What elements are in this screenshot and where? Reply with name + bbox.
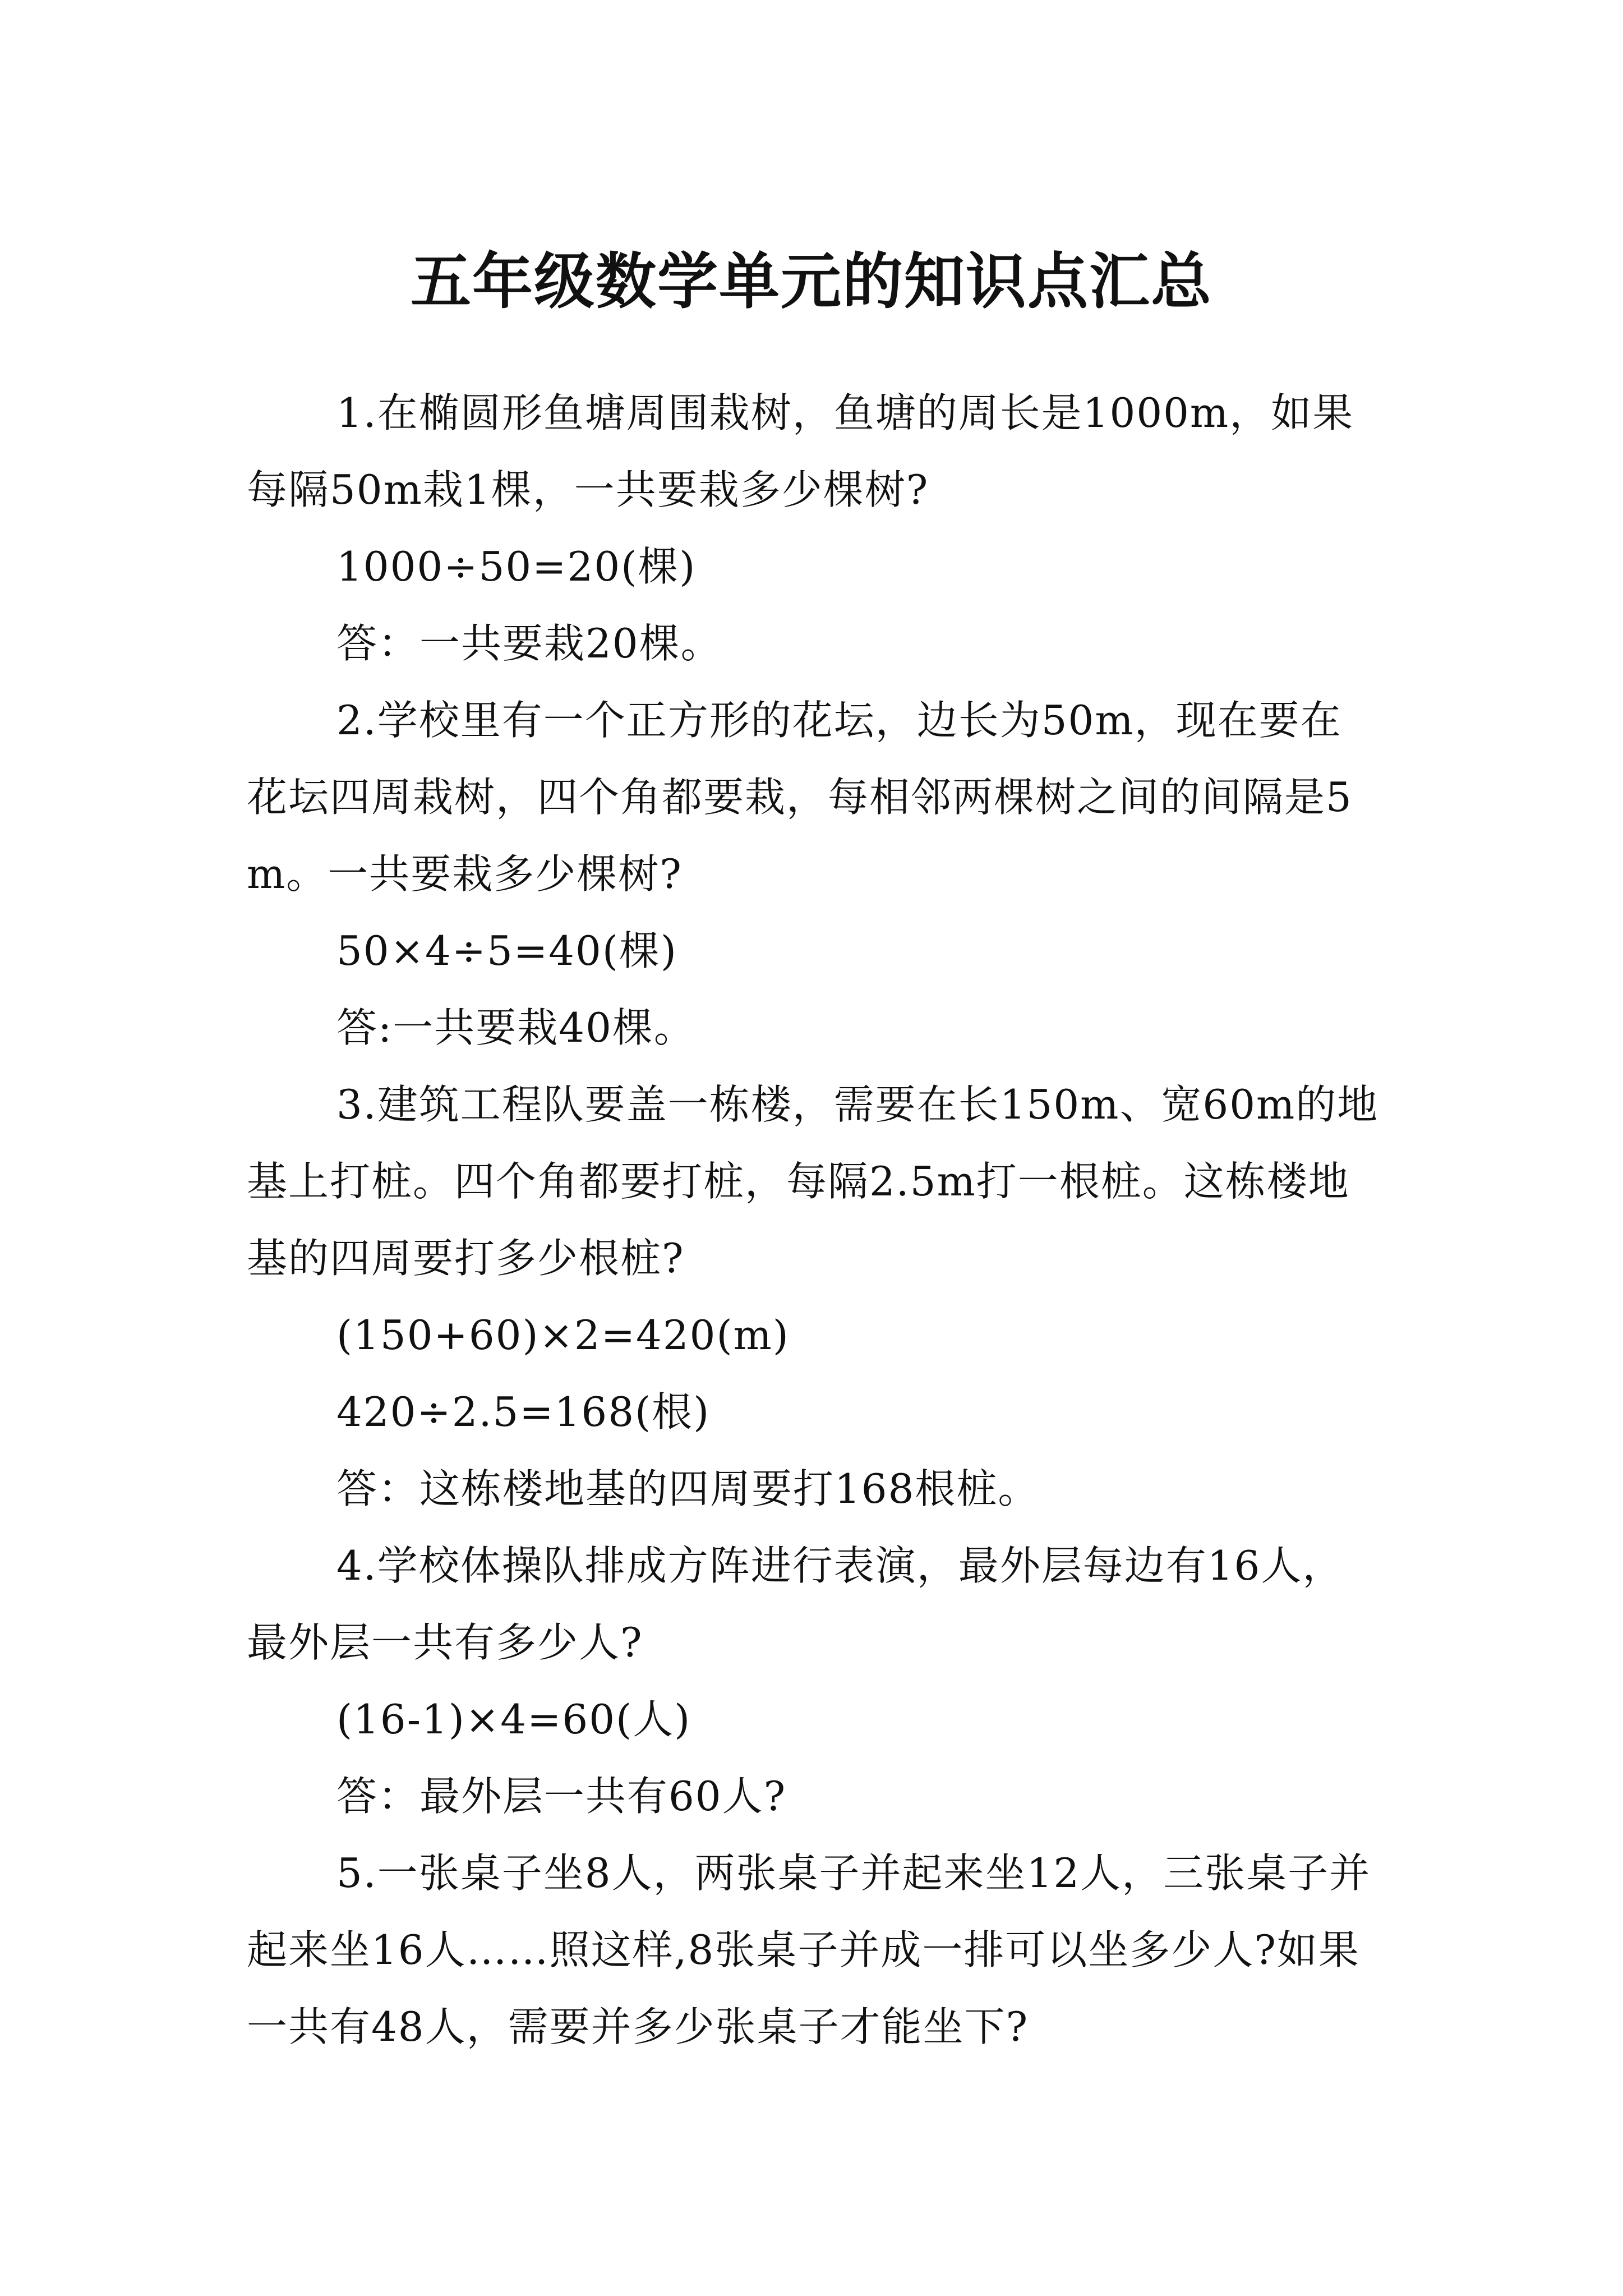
document-title: 五年级数学单元的知识点汇总 bbox=[410, 246, 1212, 318]
calculation-4: (16-1)×4=60(人) bbox=[336, 1696, 691, 1743]
question-3: 3.建筑工程队要盖一栋楼，需要在长150m、宽60m的地基上打桩。四个角都要打桩，每隔2.5m打一根桩。这栋楼地基的四周要打多少根桩? bbox=[247, 1081, 1379, 1282]
answer-2: 答:一共要栽40棵。 bbox=[336, 1004, 695, 1051]
answer-4: 答：最外层一共有60人? bbox=[336, 1773, 787, 1820]
question-2: 2.学校里有一个正方形的花坛，边长为50m，现在要在花坛四周栽树，四个角都要栽，每相邻两棵树之间的间隔是5m。一共要栽多少棵树? bbox=[247, 697, 1353, 898]
calculation-3a: (150+60)×2=420(m) bbox=[336, 1312, 790, 1359]
answer-1: 答：一共要栽20棵。 bbox=[336, 620, 722, 667]
question-1: 1.在椭圆形鱼塘周围栽树，鱼塘的周长是1000m，如果每隔50m栽1棵，一共要栽多少棵树? bbox=[247, 389, 1354, 513]
question-4: 4.学校体操队排成方阵进行表演，最外层每边有16人，最外层一共有多少人? bbox=[247, 1542, 1344, 1666]
calculation-3b: 420÷2.5=168(根) bbox=[336, 1388, 711, 1435]
question-5: 5.一张桌子坐8人，两张桌子并起来坐12人，三张桌子并起来坐16人……照这样,8张桌子并成一排可以坐多少人?如果一共有48人，需要并多少张桌子才能坐下? bbox=[247, 1849, 1371, 2050]
answer-3: 答：这栋楼地基的四周要打168根桩。 bbox=[336, 1465, 1040, 1512]
calculation-1: 1000÷50=20(棵) bbox=[336, 543, 697, 590]
document-body bbox=[247, 375, 1380, 2065]
calculation-2: 50×4÷5=40(棵) bbox=[336, 927, 678, 974]
